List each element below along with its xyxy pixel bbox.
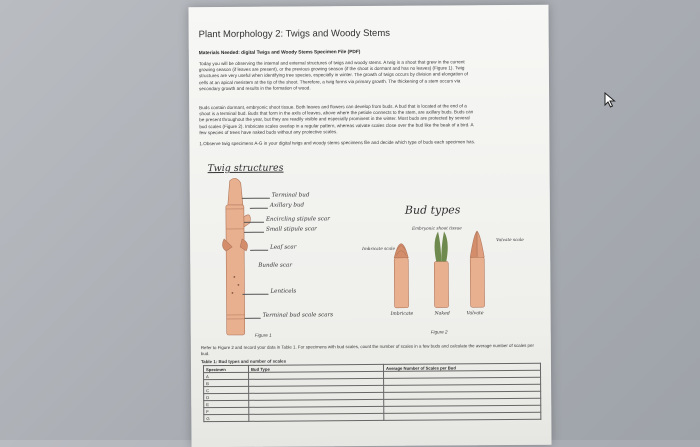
- intro-line: structures are very useful when identifying tree species, especially in winter. The growth of twigs occurs by division and elongation of: [199, 71, 537, 80]
- naked-bud: [434, 231, 449, 307]
- bud-type-cell[interactable]: [249, 413, 384, 421]
- table-caption: Table 1: Bud types and number of scales: [201, 357, 539, 366]
- figure2-caption: Figure 2: [431, 329, 448, 334]
- label-small-scar: Small stipule scar: [266, 226, 317, 232]
- bud-types-title: Bud types: [405, 203, 461, 216]
- specimen-cell: D: [204, 393, 249, 400]
- specimen-cell: C: [204, 386, 249, 393]
- bud-line: shoot is a terminal bud. Buds that form in the axils of leaves, above where the petiole connects to the stem, are axillary buds. Buds can: [199, 109, 537, 118]
- figure1-caption: Figure 1: [255, 333, 272, 338]
- intro-line: Today you will be observing the internal and external structures of twigs and woody stems. A twig is a shoot that grew in the current: [199, 59, 537, 68]
- label-bundle-scar: Bundle scar: [258, 263, 292, 269]
- twig-stem: [226, 205, 245, 335]
- label-imbricate: Imbricate: [391, 312, 414, 317]
- intro-line: growing season (if leaves are present), or the previous growing season (if the shoot is dormant and has no leaves) (Figure 1). Twig: [199, 65, 537, 74]
- specimen-cell: B: [204, 379, 249, 386]
- bud-types-illustration: [388, 227, 499, 310]
- document-page: [188, 5, 551, 447]
- twig-illustration: [216, 177, 257, 337]
- scales-cell[interactable]: [384, 412, 541, 420]
- label-encircling-scar: Encircling stipule scar: [266, 216, 330, 222]
- label-naked: Naked: [435, 311, 450, 316]
- intro-line: cells at an apical meristem at the tip of the shoot. Therefore, a twig forms via primary growth. The thickening of a stem occurs via: [199, 77, 537, 86]
- bud-paragraph: [199, 103, 537, 136]
- bud-line: bud scales (Figure 2). Imbricate scales overlap in a regular pattern, whereas valvate scales close over the bud like the beak of a bird. A: [199, 121, 537, 130]
- valvate-bud: [470, 231, 485, 307]
- data-table: [203, 363, 541, 422]
- refer-text: Refer to Figure 2 and record your data in Table 1. For specimens with bud scales, count the number of scales in a few buds and calculate the average number of scales per bud.: [201, 343, 539, 358]
- intro-line: secondary growth and results in the formation of wood.: [199, 84, 537, 93]
- intro-paragraph: [199, 59, 537, 92]
- header-avg-scales: Average Number of Scales per Bud: [383, 363, 540, 371]
- bud-line: Buds contain dormant, embryonic shoot tissue. Both leaves and flowers can develop from buds. A bud that is located at the end of a: [199, 103, 537, 112]
- header-bud-type: Bud Type: [248, 364, 383, 372]
- specimen-cell: A: [204, 372, 249, 379]
- label-valvate: Valvate: [467, 311, 484, 316]
- label-imbricate-scale: Imbricate scale: [362, 246, 395, 251]
- label-embryonic-tissue: Embryonic shoot tissue: [412, 225, 462, 230]
- specimen-cell: G: [204, 414, 249, 421]
- terminal-bud-shape: [228, 178, 243, 205]
- label-terminal-bud: Terminal bud: [272, 192, 310, 198]
- twig-structures-title: Twig structures: [208, 163, 284, 175]
- label-terminal-bud-scale-scars-1: Terminal bud scale scars: [263, 312, 334, 318]
- mouse-cursor-icon: [604, 92, 618, 108]
- label-axillary-bud: Axillary bud: [270, 202, 304, 208]
- instruction: 1.Observe twig specimens A-G in your digital twigs and woody stems specimens file and decide which type of buds each specimen has.: [199, 139, 537, 148]
- label-lenticels: Lenticels: [270, 289, 296, 295]
- bud-line: few species of trees have naked buds without any protective scales.: [199, 128, 537, 137]
- document-title: Plant Morphology 2: Twigs and Woody Stems: [199, 28, 390, 40]
- label-valvate-scale: Valvate scale: [496, 237, 524, 242]
- table-row: [204, 412, 541, 421]
- materials-needed: Materials Needed: digital Twigs and Woody Stems Specimen File (PDF): [199, 50, 361, 56]
- label-leaf-scar: Leaf scar: [270, 245, 296, 251]
- specimen-cell: F: [204, 407, 249, 414]
- bud-line: be present throughout the year, but they are readily visible and especially prominent in the winter. Most buds are protected by several: [199, 115, 537, 124]
- header-specimen: Specimen: [203, 365, 248, 372]
- specimen-cell: E: [204, 400, 249, 407]
- imbricate-bud: [394, 244, 408, 308]
